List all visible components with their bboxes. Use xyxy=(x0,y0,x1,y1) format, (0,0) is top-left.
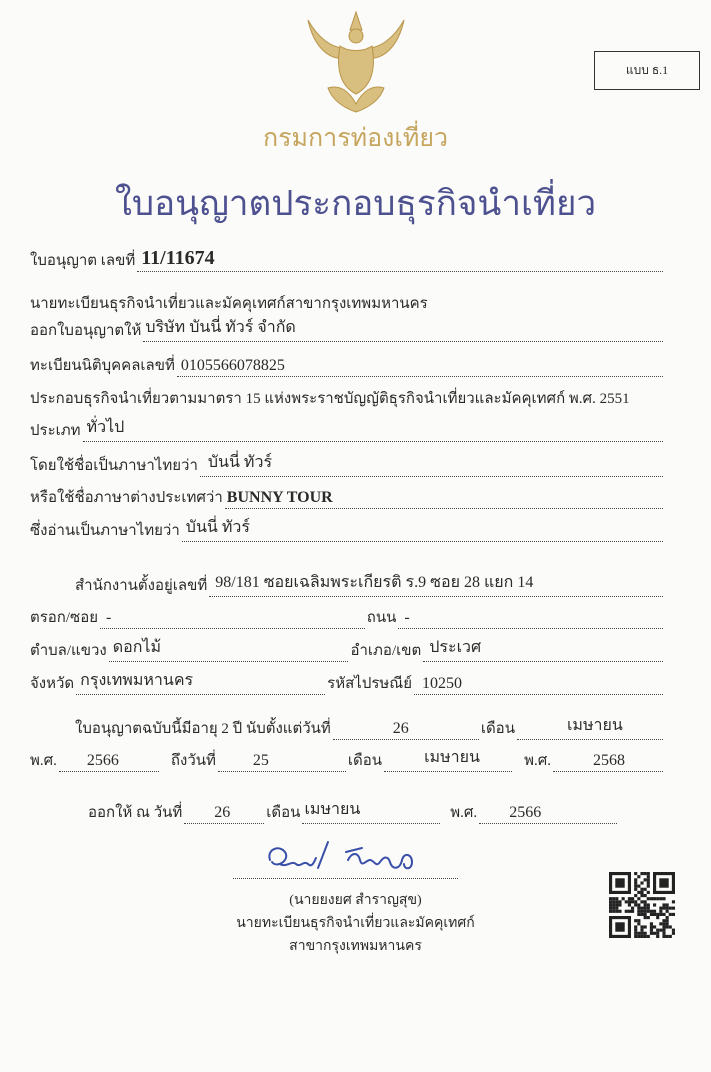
field xyxy=(384,749,512,772)
subdistrict: ดอกไม้ xyxy=(112,639,161,656)
field xyxy=(209,574,663,597)
qr-code-icon xyxy=(609,872,675,938)
field xyxy=(517,717,663,740)
end-year: 2568 xyxy=(593,752,625,769)
reading: บันนี่ ทัวร์ xyxy=(185,519,250,536)
foreign-name-row xyxy=(30,487,665,509)
issue-date-row xyxy=(88,802,619,824)
label: เดือน xyxy=(347,753,383,769)
label: ถึงวันที่ xyxy=(170,753,216,769)
signatory-position: นายทะเบียนธุรกิจนำเที่ยวและมัคคุเทศก์ xyxy=(236,916,475,931)
field xyxy=(423,639,663,662)
subdistrict-district-row xyxy=(30,640,665,662)
garuda-emblem-icon xyxy=(300,8,412,118)
issue-year: 2566 xyxy=(509,804,542,821)
field xyxy=(302,801,440,824)
alley-road-row xyxy=(30,607,665,629)
label: ถนน xyxy=(366,610,397,626)
field xyxy=(184,805,264,824)
form-code-box xyxy=(594,51,700,90)
label: ประเภท xyxy=(30,423,81,439)
label: พ.ศ. xyxy=(450,805,478,821)
field xyxy=(83,419,663,442)
validity-row-2 xyxy=(30,750,665,772)
end-day: 25 xyxy=(252,752,269,769)
label: เดือน xyxy=(266,805,301,821)
start-month: เมษายน xyxy=(566,717,623,734)
province: กรุงเทพมหานคร xyxy=(80,672,194,689)
type-row xyxy=(30,420,665,442)
office-address: 98/181 ซอยเฉลิมพระเกียรติ ร.9 ซอย 28 แยก 14 xyxy=(215,574,534,591)
field xyxy=(398,610,663,629)
end-month: เมษายน xyxy=(424,749,480,766)
label: อำเภอ/เขต xyxy=(350,643,422,659)
start-day: 26 xyxy=(392,720,409,737)
signature-icon xyxy=(262,838,432,880)
reading-row xyxy=(30,520,665,542)
alley: - xyxy=(106,609,112,626)
registrar-line: นายทะเบียนธุรกิจนำเที่ยวและมัคคุเทศก์สาขากรุงเทพมหานคร xyxy=(30,296,428,312)
label: รหัสไปรษณีย์ xyxy=(327,676,412,692)
field xyxy=(333,721,479,740)
validity-row-1 xyxy=(75,718,665,740)
field xyxy=(100,610,365,629)
label: พ.ศ. xyxy=(30,753,57,769)
signatory-branch: สาขากรุงเทพมหานคร xyxy=(289,939,422,954)
field xyxy=(59,753,159,772)
start-year: 2566 xyxy=(86,752,119,769)
field xyxy=(218,753,346,772)
label: ออกใบอนุญาตให้ xyxy=(30,323,142,339)
issued-to-row xyxy=(30,320,665,342)
label: จังหวัด xyxy=(30,676,75,692)
act-line: ประกอบธุรกิจนำเที่ยวตามมาตรา 15 แห่งพระราชบัญญัติธุรกิจนำเที่ยวและมัคคุเทศก์ พ.ศ. 2551 xyxy=(30,391,630,407)
department-name: กรมการท่องเที่ยว xyxy=(262,123,449,152)
label: โดยใช้ชื่อเป็นภาษาไทยว่า xyxy=(30,458,198,474)
thai-name-row xyxy=(30,455,665,477)
form-code: แบบ ธ.1 xyxy=(625,63,669,77)
issue-day: 26 xyxy=(214,804,231,821)
label: ใบอนุญาต เลขที่ xyxy=(30,253,136,269)
label: ตรอก/ซอย xyxy=(30,610,99,626)
label: พ.ศ. xyxy=(524,753,551,769)
act-row xyxy=(30,388,665,410)
field xyxy=(109,639,349,662)
district: ประเวศ xyxy=(429,639,482,656)
label: เดือน xyxy=(480,721,515,737)
province-postcode-row xyxy=(30,673,665,695)
office-row xyxy=(75,575,665,597)
label: หรือใช้ชื่อภาษาต่างประเทศว่า xyxy=(30,490,223,506)
label: ใบอนุญาตฉบับนี้มีอายุ 2 ปี นับตั้งแต่วันที่ xyxy=(75,721,331,737)
signatory-name: (นายยงยศ สำราญสุข) xyxy=(289,893,422,908)
business-type: ทั่วไป xyxy=(86,419,125,436)
juristic-number: 0105566078825 xyxy=(180,357,285,374)
field xyxy=(553,753,663,772)
field xyxy=(479,805,617,824)
label: ทะเบียนนิติบุคคลเลขที่ xyxy=(30,358,175,374)
field xyxy=(225,490,663,509)
field xyxy=(143,319,663,342)
foreign-name: BUNNY TOUR xyxy=(226,489,333,506)
label: สำนักงานตั้งอยู่เลขที่ xyxy=(75,578,208,594)
field xyxy=(177,358,663,377)
label: ตำบล/แขวง xyxy=(30,643,107,659)
signature-line xyxy=(233,878,458,879)
document-title: ใบอนุญาตประกอบธุรกิจนำเที่ยว xyxy=(114,184,597,224)
field xyxy=(76,672,325,695)
field xyxy=(200,454,663,477)
road: - xyxy=(404,609,410,626)
issued-to: บริษัท บันนี่ ทัวร์ จำกัด xyxy=(145,319,296,336)
label: ซึ่งอ่านเป็นภาษาไทยว่า xyxy=(30,523,180,539)
field xyxy=(137,247,663,272)
label: ออกให้ ณ วันที่ xyxy=(88,805,183,821)
postcode: 10250 xyxy=(422,675,462,692)
issue-month: เมษายน xyxy=(304,801,361,818)
license-number: 11/11674 xyxy=(141,247,215,269)
field xyxy=(182,519,663,542)
juristic-row xyxy=(30,355,665,377)
license-number-row xyxy=(30,247,665,272)
thai-name: บันนี่ ทัวร์ xyxy=(207,454,273,471)
field xyxy=(414,676,663,695)
registrar-row xyxy=(30,293,665,315)
